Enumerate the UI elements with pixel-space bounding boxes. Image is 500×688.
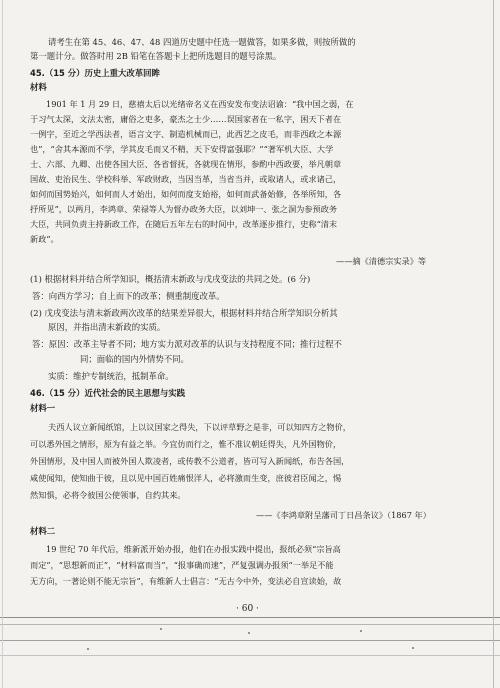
- q45-material-label: 材料: [30, 82, 47, 92]
- scan-edge-line: [0, 655, 500, 656]
- q45-answer-1: 答：向西方学习；自上而下的改革；侧重制度改革。: [32, 291, 225, 301]
- scan-edge-line: [0, 640, 500, 641]
- q46-m2-line: 19 世纪 70 年代后，维新派开始办报，他们在办报实践中提出，报纸必须“宗旨高: [46, 544, 341, 554]
- q46-m1-line: 然知惧，必将令彼国公使领事，自约其来。: [30, 490, 186, 500]
- q46-m1-line: 外国情形，及中国人而被外国人欺凌者，或传教不公道者，皆可写入新闻纸，布告各国，: [30, 456, 350, 466]
- q46-m2-line: 无方向，一著论则不能无宗旨”，有维新人士倡言：“无古今中外，变法必自宣读始，故: [30, 576, 342, 586]
- q45-para-line: 新政”。: [30, 234, 59, 244]
- q45-para-line: 1901 年 1 月 29 日，慈禧太后以光绪帝名义在西安发布变法诏谕：“我中国之弱，在: [46, 99, 354, 109]
- scan-edge-line: [0, 617, 500, 618]
- q45-question-2-cont: 原因，并指出清末新政的实质。: [48, 322, 166, 332]
- q46-m1-source: ——《李鸿章附呈藩司丁日昌条议》（1867 年）: [256, 510, 431, 520]
- q45-para-line: 于习气太深，文法太密，庸俗之吏多，豪杰之士少……误国家者在一私字，困天下者在: [30, 114, 342, 124]
- q46-m1-line: 可以悉外国之情形，原为有益之举。今宜仿而行之，惟不准议朝廷得失，凡外国物价，: [30, 439, 342, 449]
- q46-m1-line: 咸使闻知，使知曲于彼，且以见中国百姓痛恨洋人，必将激而生变，庶彼君臣闻之，惕: [30, 473, 342, 483]
- q45-source: ——摘《清德宗实录》等: [336, 256, 427, 266]
- q45-para-line: 国故、吏治民生、学校科举、军政财政，当因当革，当省当并，或取诸人，或求诸己，: [30, 174, 342, 184]
- q46-m1-line: 夫西人议立新闻纸馆，上以议国家之得失，下以评草野之是非，可以知四方之物价，: [48, 422, 351, 432]
- q45-para-line: 士、六部、九卿、出使各国大臣、各省督抚，各就现在情形，参酌中西政要，举凡朝章: [30, 159, 342, 169]
- q45-answer-2-line: 答：原因：改革主导者不同；地方实力派对改革的认识与支持程度不同；推行过程不: [32, 339, 342, 349]
- q45-para-line: 大臣，共同负责主持新政工作，在随后五年左右的时间中，改革逐步推行，史称“清末: [30, 219, 338, 229]
- scan-speck: [412, 647, 414, 649]
- header-line-1: 请考生在第 45、46、47、48 四道历史题中任选一题做答，如果多做，则按所做的: [48, 37, 356, 47]
- scan-edge-right: [493, 0, 494, 688]
- header-line-2: 第一题计分。做答时用 2B 铅笔在答题卡上把所选题目的题号涂黑。: [30, 51, 282, 61]
- q45-question-2: (2) 戊戌变法与清末新政两次改革的结果差异很大，根据材料并结合所学知识分析其: [30, 308, 338, 318]
- q45-para-line: 抒所见”，以两月，李鸿章、荣禄等人为督办政务大臣，以刘坤一、张之洞为参预政务: [30, 204, 338, 214]
- q45-para-line: 一例字，至近之学西法者，语言文字、制造机械而已，此西艺之皮毛，而非西政之本源: [30, 129, 342, 139]
- q45-para-line: 如何而国势始兴，如何而人才始出，如何而度支始裕，如何而武备始修，各举所知，各: [30, 189, 342, 199]
- q45-answer-2-line: 实质：维护专制统治，抵制革命。: [48, 371, 174, 381]
- q45-answer-2-line: 同；面临的国内外情势不同。: [80, 354, 189, 364]
- scan-speck: [248, 632, 250, 634]
- q45-title: 45.（15 分）历史上重大改革回眸: [30, 68, 160, 78]
- page-number: · 60 ·: [236, 604, 259, 614]
- q46-title: 46.（15 分）近代社会的民主思想与实践: [30, 388, 186, 398]
- scan-edge-line: [0, 624, 500, 625]
- scan-speck: [160, 628, 162, 630]
- scan-speck: [87, 648, 89, 650]
- q46-m2-line: 而定”，“思想新而正”，“材料富而当”，“报事确而速”，严复强调办报须“一举足不能: [30, 560, 334, 570]
- q45-para-line: 也”，“舍其本源而不学，学其皮毛而又不精，天下安得富强耶？”“著军机大臣、大学: [30, 144, 334, 154]
- q45-question-1: (1) 根据材料并结合所学知识，概括清末新政与戊戌变法的共同之处。(6 分): [30, 274, 311, 284]
- scan-edge-left: [2, 0, 3, 688]
- q46-material1-label: 材料一: [30, 403, 56, 413]
- scan-speck: [360, 630, 362, 632]
- q46-material2-label: 材料二: [30, 526, 56, 536]
